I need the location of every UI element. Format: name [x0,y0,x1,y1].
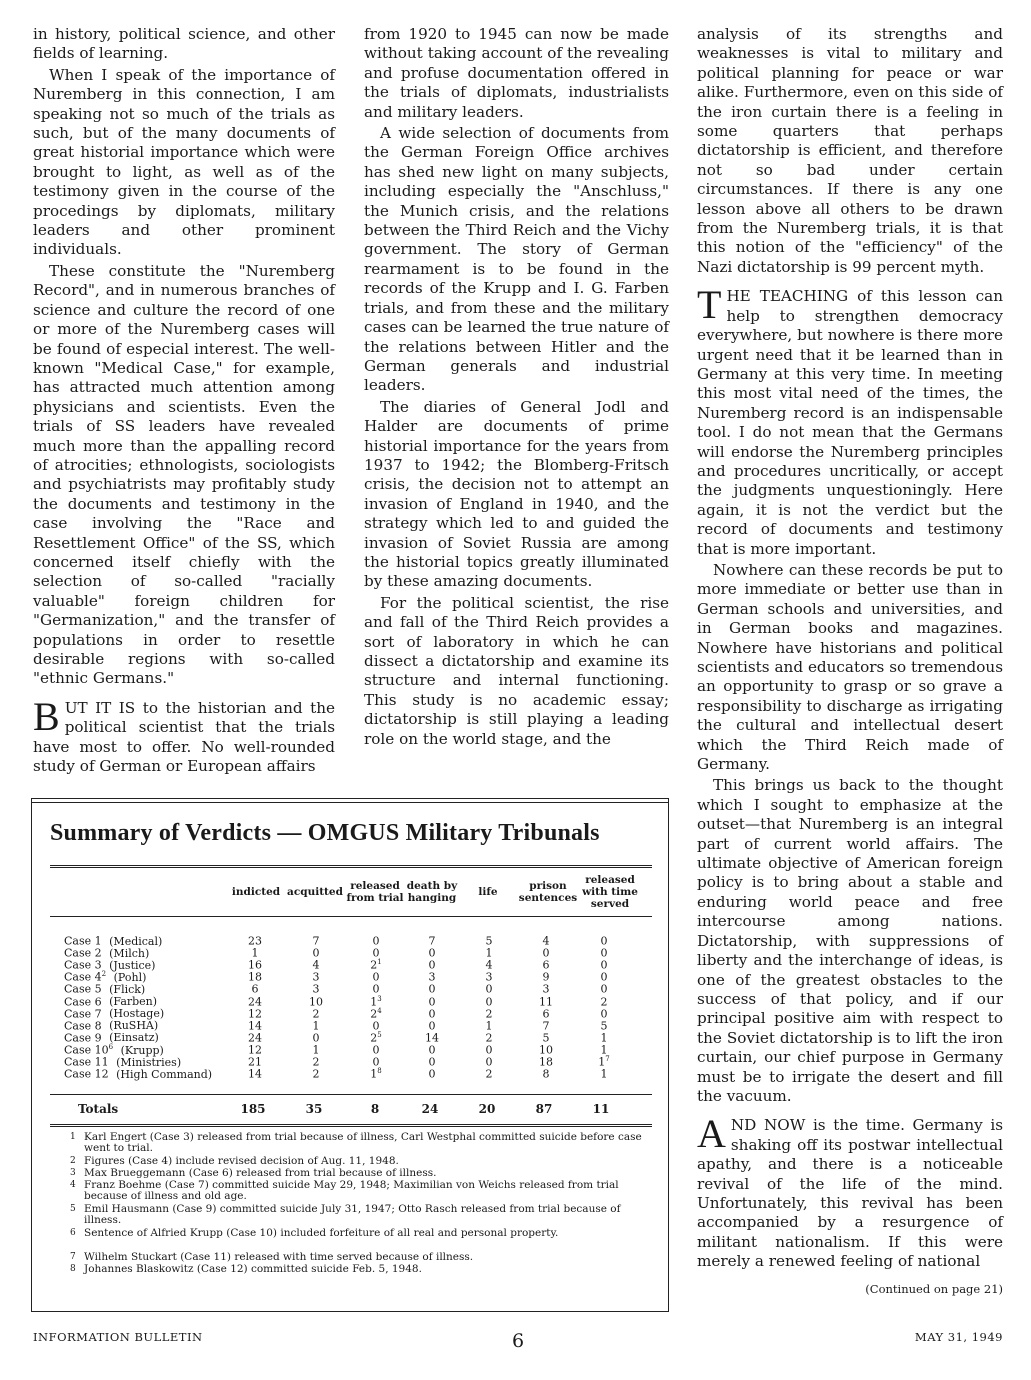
case-number: 11 [94,1055,109,1069]
cell-value: 0 [372,1043,380,1057]
paragraph: A wide selection of documents from the German Foreign Office archives has shed new light on many subjects, including especially the "Anschluss," the Munich crisis, and the relations between the Third Reich and the Vichy government. The story of German rearmament is to be found in the records of the Krupp and I. G. Farben trials, and from these and the military cases can be learned the true nature of the relations between Hitler and the German generals and industrial leaders. [364,124,669,395]
cell-value: 0 [428,1007,436,1021]
header-indicted: indicted [231,886,281,898]
case-name: (High Command) [116,1067,213,1081]
cell-value: 7 [542,1019,550,1033]
footnote [70,1131,650,1155]
cell-value: 0 [428,995,436,1009]
case-number: 2 [94,946,102,960]
cell-value: 21 [248,1055,262,1069]
cell-footnote-mark: 1 [377,958,382,967]
cell-value: 0 [428,1019,436,1033]
cell-value: 0 [485,1043,493,1057]
case-number: 12 [94,1067,109,1081]
case-number: 6 [94,995,102,1009]
cell-value: 2 [370,958,378,972]
cell-value: 0 [600,970,608,984]
case-word: Case [64,1031,92,1045]
cell-value: 0 [372,1055,380,1069]
cell-value: 0 [485,1055,493,1069]
paragraph-text: UT IT IS to the historian and the political scientist that the trials have most to offer. No well-rounded study of German or European affairs [33,698,335,776]
case-number: 8 [94,1019,102,1033]
footnote-text: Max Brueggemann (Case 6) released from trial because of illness. [84,1167,437,1179]
continued-note: (Continued on page 21) [865,1281,1003,1296]
footnote-number: 5 [70,1204,76,1214]
cell-value: 0 [312,946,320,960]
paragraph: from 1920 to 1945 can now be made without taking account of the revealing and profuse documentation offered in the trials of diplomats, industrialists and military leaders. [364,25,669,121]
header-released-from-trial: released from trial [346,880,404,904]
cell-value: 10 [539,1043,553,1057]
case-name: (Ministries) [116,1055,182,1069]
paragraph: The diaries of General Jodl and Halder are documents of prime historial importance for the years from 1937 to 1942; the Blomberg-Fritsch crisis, the decision not to attempt an invasion of England in 1940, and the strategy which led to and guided the invasion of Soviet Russia are among the historial topics greatly illuminated by these amazing documents. [364,397,669,591]
article-column-1 [33,25,335,776]
footer-date: MAY 31, 1949 [914,1330,1003,1344]
cell-value: 5 [542,1031,550,1045]
box-top-rule [32,799,668,803]
footnote [70,1203,650,1227]
case-word: Case [64,934,92,948]
paragraph: For the political scientist, the rise and fall of the Third Reich provides a sort of laboratory in which he can dissect a dictatorship and examine its structure and internal functioning. This study is no academic essay; dictatorship is still playing a leading role on the world stage, and the [364,593,669,748]
cell-value: 0 [428,958,436,972]
table-cell [584,1065,624,1081]
footnote-text: Figures (Case 4) include revised decision of Aug. 11, 1948. [84,1155,399,1167]
cell-value: 14 [248,1067,262,1081]
section-paragraph [697,1111,1003,1271]
cell-value: 1 [370,995,378,1009]
case-word: Case [64,946,92,960]
case-number: 7 [94,1007,102,1021]
cell-value: 14 [248,1019,262,1033]
cell-value: 10 [309,995,323,1009]
table-cell [356,1065,396,1081]
footnote-text: Johannes Blaskowitz (Case 12) committed suicide Feb. 5, 1948. [84,1263,422,1275]
footnote-number: 3 [70,1168,76,1178]
footnote-text: Emil Hausmann (Case 9) committed suicide July 31, 1947; Otto Rasch released from trial because of illness. [84,1203,621,1227]
section-paragraph [697,282,1003,559]
drop-cap: T [697,282,722,328]
case-name: (Farben) [109,995,158,1009]
cell-value: 7 [312,934,320,948]
cell-value: 24 [248,1031,262,1045]
cell-value: 3 [312,983,320,997]
cell-value: 0 [428,946,436,960]
case-name: (Krupp) [120,1043,164,1057]
totals-label: Totals [78,1102,119,1116]
paragraph: in history, political science, and other fields of learning. [33,25,335,63]
cell-value: 12 [248,1007,262,1021]
cell-value: 1 [485,1019,493,1033]
cell-value: 18 [248,970,262,984]
cell-value: 24 [248,995,262,1009]
cell-value: 4 [542,934,550,948]
cell-value: 2 [485,1007,493,1021]
case-word: Case [64,958,92,972]
cell-footnote-mark: 5 [377,1030,382,1039]
case-number: 4 [94,970,102,984]
cell-value: 1 [485,946,493,960]
cell-value: 0 [485,983,493,997]
footnote-text: Karl Engert (Case 3) released from trial because of illness, Carl Westphal committed suicide before case went to trial. [84,1131,642,1155]
total-indicted: 185 [240,1102,266,1116]
cell-footnote-mark: 7 [605,1055,610,1063]
cell-value: 2 [485,1067,493,1081]
cell-value: 2 [485,1031,493,1045]
cell-value: 0 [600,946,608,960]
case-name: (Medical) [109,934,163,948]
cell-value: 6 [542,958,550,972]
cell-value: 1 [370,1067,378,1081]
case-number: 1 [94,934,102,948]
cell-value: 2 [312,1055,320,1069]
cell-value: 3 [312,970,320,984]
footnote-number: 6 [70,1228,76,1238]
paragraph: These constitute the "Nuremberg Record", and in numerous branches of science and culture the record of one or more of the Nuremberg cases will be found of especial interest. The well-known "Medical Case," for example, has attracted much attention among physicians and scientists. Even the trials of SS leaders have revealed much more than the appalling record of atrocities; ethnologists, sociologists and psychiatrists may profitably study the documents and testimony in the case involving the "Race and Resettlement Office" of the SS, which concerned itself chiefly with the selection of so-called "racially valuable" foreign children for "Germanization," and the transfer of populations in order to resettle desirable regions with so-called "ethnic Germans." [33,261,335,688]
paragraph: Nowhere can these records be put to more immediate or better use than in German schools and universities, and in German books and magazines. Nowhere have historians and political scientists and educators so tremendous an opportunity to grasp or so grave a responsibility to discharge as irrigating the cultural and intellectual desert which the Third Reich made of Germany. [697,560,1003,774]
cell-value: 0 [372,1019,380,1033]
footnote [70,1179,650,1203]
cell-value: 2 [370,1007,378,1021]
paragraph: This brings us back to the thought which I sought to emphasize at the outset—that Nuremberg is an integral part of current world affairs. The ultimate objective of American foreign policy is to bring about a stable and enduring world peace and free intercourse among nations. Dictatorship, with suppressions of liberty and the interchange of ideas, is one of the greatest obstacles to the success of that policy, and if our principal positive aim with respect to the Soviet dictatorship is to lift the iron curtain, our chief purpose in Germany must be to irrigate the desert and fill the vacuum. [697,776,1003,1105]
case-number: 3 [94,958,102,972]
footnote-number: 2 [70,1156,76,1166]
cell-value: 0 [372,970,380,984]
table-subheader-rule [50,916,652,917]
cell-value: 18 [539,1055,553,1069]
cell-value: 3 [542,983,550,997]
article-column-2 [364,25,669,749]
cell-value: 0 [600,1007,608,1021]
drop-cap: A [697,1111,726,1157]
paragraph-text: HE TEACHING of this lesson can help to strengthen democracy everywhere, but nowhere is there more urgent need that it be learned than in Germany at this very time. In meeting this most vital need of the times, the Nuremberg record is an indispensable tool. I do not mean that the Germans will endorse the Nuremberg principles and procedures uncritically, or accept the judgments unquestioningly. Here again, it is not the verdict but the record of documents and testimony that is more important. [697,287,1003,558]
total-death-by-hanging: 24 [421,1102,439,1116]
header-prison-sentences: prison sentences [518,880,578,904]
cell-value: 1 [312,1043,320,1057]
article-column-3 [697,25,1003,1299]
footnote-text: Wilhelm Stuckart (Case 11) released with time served because of illness. [84,1251,474,1263]
table-row [64,1065,212,1081]
case-number: 5 [94,983,102,997]
footnote [70,1227,650,1239]
case-word: Case [64,983,92,997]
cell-value: 0 [372,934,380,948]
case-word: Case [64,1007,92,1021]
cell-value: 0 [372,983,380,997]
drop-cap: B [33,693,60,739]
cell-value: 8 [542,1067,550,1081]
footnote [70,1155,650,1167]
footnote-text: Sentence of Alfried Krupp (Case 10) included forfeiture of all real and personal property. [84,1227,559,1239]
table-header-rule [50,865,652,868]
cell-value: 0 [428,1067,436,1081]
cell-value: 0 [600,934,608,948]
header-death-by-hanging: death by hanging [406,880,458,904]
case-name: (Hostage) [109,1007,165,1021]
footnote-number: 7 [70,1252,76,1262]
cell-footnote-mark: 3 [377,994,382,1003]
totals-bottom-rule [50,1124,652,1127]
paragraph-text: ND NOW is the time. Germany is shaking off its postwar intellectual apathy, and there is a noticeable revival of the life of the mind. Unfortunately, this revival has been accompanied by a resurgence of militant nationalism. If this were merely a renewed feeling of national [697,1116,1003,1271]
cell-value: 7 [428,934,436,948]
table-cell [296,1065,336,1081]
header-acquitted: acquitted [287,886,343,898]
page-number: 6 [512,1330,525,1352]
case-name: (Pohl) [113,970,147,984]
case-footnote-mark: 2 [101,970,107,979]
footnote [70,1167,650,1179]
cell-value: 0 [600,983,608,997]
section-paragraph [33,693,335,777]
total-acquitted: 35 [305,1102,323,1116]
cell-value: 6 [251,983,259,997]
cell-value: 0 [312,1031,320,1045]
cell-value: 0 [428,1055,436,1069]
cell-value: 11 [539,995,553,1009]
table-cell [469,1065,509,1081]
case-word: Case [64,995,92,1009]
cell-value: 0 [485,995,493,1009]
cell-value: 14 [425,1031,439,1045]
cell-value: 4 [485,958,493,972]
table-cell [526,1065,566,1081]
cell-value: 2 [312,1067,320,1081]
case-name: (Einsatz) [109,1031,159,1045]
case-word: Case [64,970,92,984]
total-life: 20 [478,1102,496,1116]
cell-value: 2 [600,995,608,1009]
footer-publication: INFORMATION BULLETIN [33,1330,203,1344]
cell-value: 12 [248,1043,262,1057]
table-title: Summary of Verdicts — OMGUS Military Tribunals [50,820,600,846]
footnote [70,1263,650,1275]
table-cell [412,1065,452,1081]
case-number: 10 [94,1043,109,1057]
cell-value: 5 [600,1019,608,1033]
case-footnote-mark: 6 [108,1042,114,1051]
case-name: (Milch) [109,946,150,960]
total-released-from-trial: 8 [370,1102,380,1116]
cell-value: 2 [312,1007,320,1021]
case-word: Case [64,1019,92,1033]
cell-value: 1 [600,1031,608,1045]
cell-value: 1 [312,1019,320,1033]
footnote-text: Franz Boehme (Case 7) committed suicide May 29, 1948; Maximilian von Weichs released from trial because of illness and old age. [84,1179,619,1203]
cell-value: 4 [312,958,320,972]
footnote-number: 8 [70,1264,76,1274]
cell-value: 5 [485,934,493,948]
total-prison-sentences: 87 [535,1102,553,1116]
cell-value: 0 [372,946,380,960]
case-word: Case [64,1043,92,1057]
case-word: Case [64,1067,92,1081]
cell-value: 9 [542,970,550,984]
header-released-with-time-served: released with time served [582,874,638,910]
table-cell [235,1065,275,1081]
cell-value: 0 [542,946,550,960]
footnote-number: 1 [70,1132,76,1142]
paragraph: analysis of its strengths and weaknesses is vital to military and political planning for peace or war alike. Furthermore, even on this side of the iron curtain there is a feeling in some quarters that perhaps dictatorship is efficient, and therefore not so bad under certain circumstances. If there is any one lesson above all others to be drawn from the Nuremberg trials, it is that this notion of the "efficiency" of the Nazi dictatorship is 99 percent myth. [697,25,1003,276]
cell-value: 23 [248,934,262,948]
cell-value: 1 [600,1043,608,1057]
cell-value: 2 [370,1031,378,1045]
cell-footnote-mark: 4 [377,1006,382,1015]
cell-value: 1 [600,1067,608,1081]
totals-rule [50,1094,652,1095]
case-name: (RuSHA) [109,1019,159,1033]
cell-value: 0 [428,983,436,997]
cell-value: 3 [428,970,436,984]
case-number: 9 [94,1031,102,1045]
cell-value: 1 [598,1055,606,1069]
footnote [70,1251,650,1263]
footnote-number: 4 [70,1180,76,1190]
total-released-with-time-served: 11 [592,1102,610,1116]
cell-value: 1 [251,946,259,960]
cell-value: 6 [542,1007,550,1021]
header-life: life [478,886,498,898]
cell-value: 16 [248,958,262,972]
cell-value: 3 [485,970,493,984]
case-word: Case [64,1055,92,1069]
paragraph: When I speak of the importance of Nuremberg in this connection, I am speaking not so much of the trials as such, but of the many documents of great historial importance which were brought to light, as well as of the testimony given in the course of the procedings by diplomats, military leaders and other prominent individuals. [33,65,335,259]
cell-footnote-mark: 8 [377,1067,382,1076]
cell-value: 0 [428,1043,436,1057]
case-name: (Justice) [109,958,156,972]
cell-value: 0 [600,958,608,972]
case-name: (Flick) [109,983,146,997]
